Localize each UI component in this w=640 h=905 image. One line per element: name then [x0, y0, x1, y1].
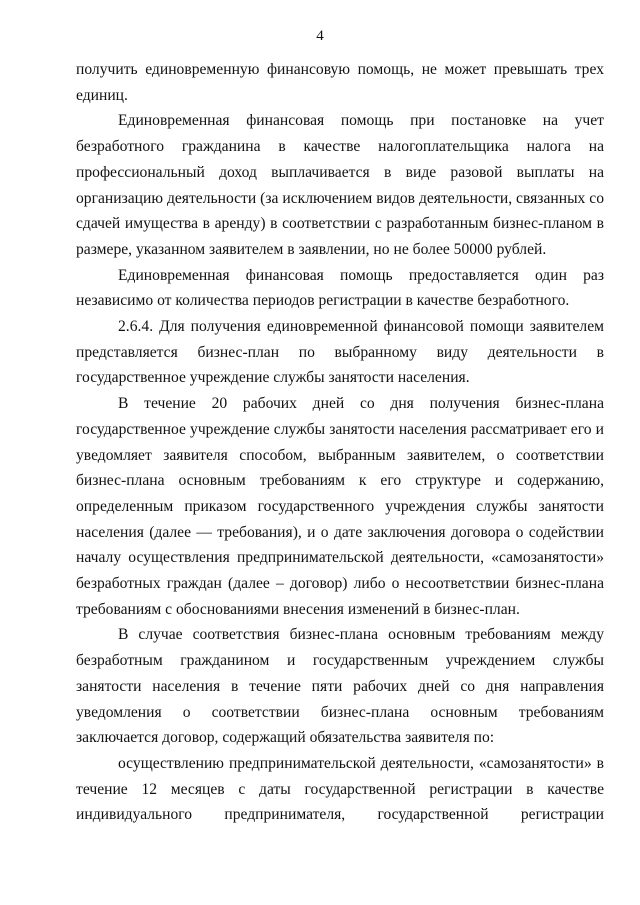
paragraph-continuation: получить единовременную финансовую помощь, не может превышать трех единиц.: [76, 61, 604, 104]
page-number: 4: [316, 28, 324, 44]
paragraph-obligation-item: осуществлению предпринимательской деятельности, «самозанятости» в течение 12 месяцев с даты государственной регистрации в качестве индивидуального предпринимателя, государственной регистрации: [76, 754, 604, 824]
paragraph-review-period: В течение 20 рабочих дней со дня получения бизнес-плана государственное учреждение службы занятости населения рассматривает его и уведомляет заявителя способом, выбранным заявителем, о соответствии бизнес-плана основным требованиям к его структуре и содержанию, определенным приказом государственного учреждения службы занятости населения (далее — требования), и о дате заключения договора о содействии началу осуществления предпринимательской деятельности, «самозанятости» безработных граждан (далее – договор) либо о несоответствии бизнес-плана требованиям с обоснованиями внесения изменений в бизнес-план.: [76, 395, 604, 618]
paragraph-2-6-4: 2.6.4. Для получения единовременной финансовой помощи заявителем представляется бизнес-план по выбранному виду деятельности в государственное учреждение службы занятости населения.: [76, 318, 604, 387]
paragraph-lump-sum-amount: Единовременная финансовая помощь при постановке на учет безработного гражданина в качестве налогоплательщика налога на профессиональный доход выплачивается в виде разовой выплаты на организацию деятельности (за исключением видов деятельности, связанных со сдачей имущества в аренду) в соответствии с разработанным бизнес-планом в размере, указанном заявителем в заявлении, но не более 50000 рублей.: [76, 112, 604, 258]
document-body: [76, 57, 604, 828]
paragraph-agreement-conclusion: В случае соответствия бизнес-плана основным требованиям между безработным гражданином и государственным учреждением службы занятости населения в течение пяти рабочих дней со дня направления уведомления о соответствии бизнес-плана основным требованиям заключается договор, содержащий обязательства заявителя по:: [76, 626, 604, 747]
paragraph-once-only: Единовременная финансовая помощь предоставляется один раз независимо от количества периодов регистрации в качестве безработного.: [76, 266, 604, 310]
